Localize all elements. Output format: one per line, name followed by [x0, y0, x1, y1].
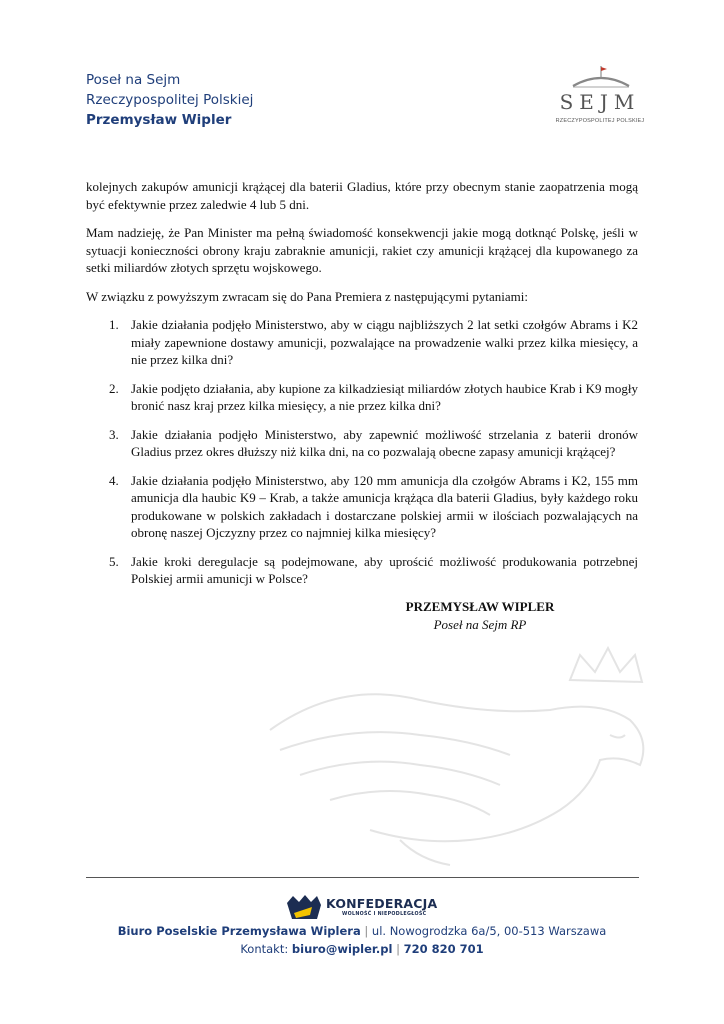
question-text: Jakie podjęto działania, aby kupione za kilkadziesiąt miliardów złotych haubice Krab i K9 mogły bronić nasz kraj przez kilka miesięcy, a nie przez kilka dni? [131, 380, 638, 413]
konfederacja-logo [284, 893, 444, 925]
footer-address: ul. Nowogrodzka 6a/5, 00-513 Warszawa [371, 924, 607, 938]
konfederacja-crown-icon [284, 893, 324, 925]
question-number: 4. [109, 472, 119, 488]
body-paragraph: Mam nadzieję, że Pan Minister ma pełną świadomość konsekwencji jakie mogą dotknąć Polskę, jeśli w sytuacji konieczności obrony kraju zabraknie amunicji, rakiet czy amunicji krążącej dla kupowanego za setki miliardów złotych sprzętu wojskowego. [86, 225, 638, 275]
question-text: Jakie działania podjęło Ministerstwo, aby 120 mm amunicja dla czołgów Abrams i K2, 155 mm amunicja dla haubic K9 – Krab, a także amunicja krążąca dla baterii Gladius, były każdego roku produkowane w polskich zakładach i dostarczane polskiej armii w ilościach pozwalających na obronę naszej Ojczyzny przez co najmniej kilka miesięcy? [131, 472, 638, 540]
footer-contact-line [0, 942, 724, 956]
question-text: Jakie działania podjęło Ministerstwo, aby zapewnić możliwość strzelania z baterii dronów Gladius przez okres dłuższy niż kilka dni, na co pozwalają obecne zapasy amunicji krążącej? [131, 426, 638, 459]
footer-separator: | [364, 924, 369, 938]
footer-separator: | [396, 942, 400, 956]
question-item [86, 380, 638, 415]
letterhead-line-2: Rzeczypospolitej Polskiej [86, 92, 254, 108]
question-number: 2. [109, 380, 119, 396]
signature-role: Poseł na Sejm RP [433, 617, 527, 632]
footer-email-link[interactable]: biuro@wipler.pl [291, 942, 393, 956]
footer-phone: 720 820 701 [403, 942, 484, 956]
footer-contact-label: Kontakt: [240, 942, 289, 956]
questions-list [86, 316, 638, 588]
footer-divider [86, 877, 639, 878]
konfederacja-logo-title: KONFEDERACJA [326, 896, 438, 911]
body-paragraph: W związku z powyższym zwracam się do Pana Premiera z następującymi pytaniami: [86, 288, 528, 304]
question-number: 1. [109, 317, 119, 332]
signature-name: PRZEMYSŁAW WIPLER [405, 599, 555, 614]
letterhead [86, 70, 253, 130]
letterhead-name: Przemysław Wipler [86, 112, 232, 128]
sejm-logo-word: SEJM [559, 90, 641, 114]
question-text: Jakie działania podjęło Ministerstwo, aby w ciągu najbliższych 2 lat setki czołgów Abrams i K2 miały zapewnione dostawy amunicji, pozwalające na prowadzenie walki przez kilka miesięcy, a nie przez kilka dni? [131, 317, 638, 367]
sejm-logo [555, 64, 645, 134]
question-item [86, 553, 638, 588]
footer-office-name: Biuro Poselskie Przemysława Wiplera [117, 924, 361, 938]
letterhead-line-1: Poseł na Sejm [86, 72, 181, 88]
sejm-logo-subtitle: RZECZYPOSPOLITEJ POLSKIEJ [555, 118, 645, 124]
eagle-watermark-icon [250, 640, 670, 870]
konfederacja-logo-subtitle: WOLNOŚĆ I NIEPODLEGŁOŚĆ [342, 912, 427, 917]
body-paragraph: kolejnych zakupów amunicji krążącej dla baterii Gladius, które przy obecnym stanie zaopatrzenia mogą być efektywnie przez zaledwie 4 lub 5 dni. [86, 179, 638, 212]
question-item [86, 426, 638, 461]
letter-body [86, 178, 638, 599]
question-number: 3. [109, 426, 119, 442]
question-text: Jakie kroki deregulacje są podejmowane, aby uprościć możliwość produkowania potrzebnej Polskiej armii amunicji w Polsce? [131, 553, 638, 586]
footer-address-line [0, 924, 724, 938]
signature-block [380, 598, 580, 634]
question-item [86, 472, 638, 542]
question-item [86, 316, 638, 369]
question-number: 5. [109, 553, 119, 569]
